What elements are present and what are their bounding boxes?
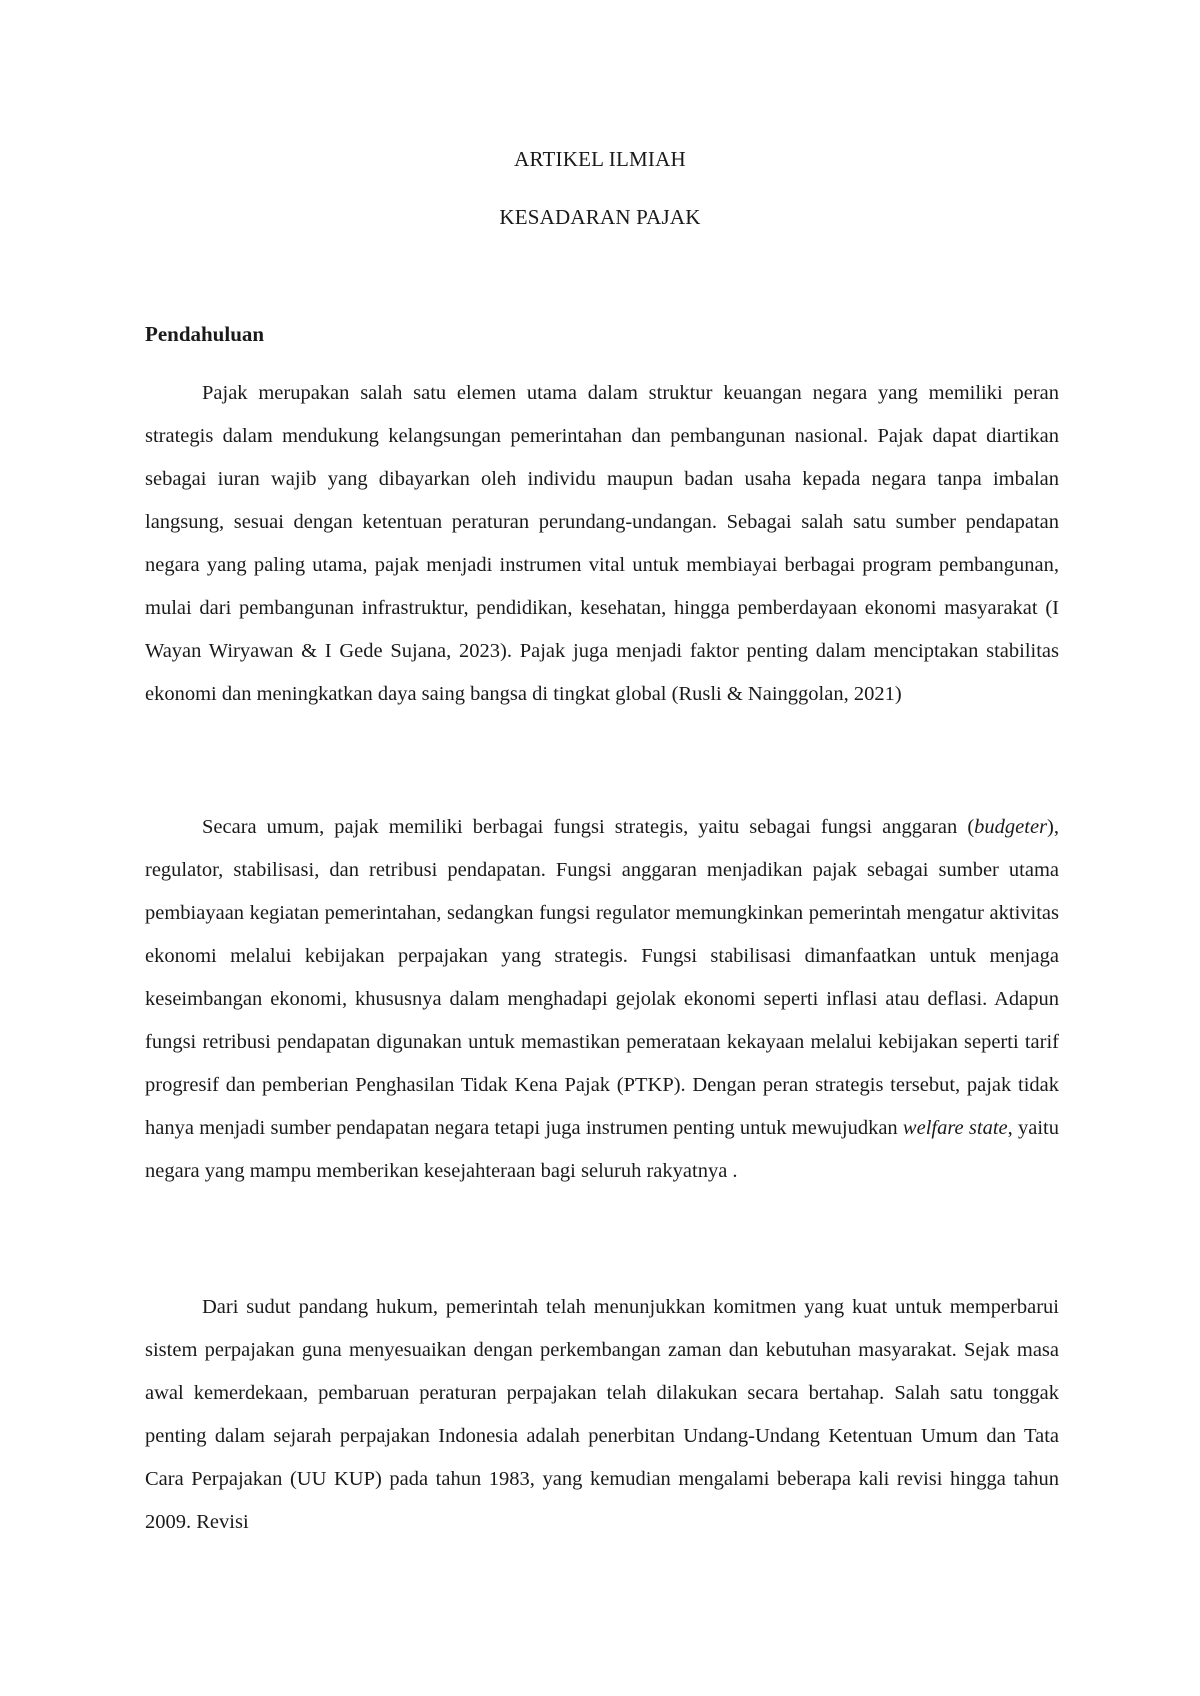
paragraph-1: Pajak merupakan salah satu elemen utama dalam struktur keuangan negara yang memiliki peran strategis dalam mendukung kelangsungan pemerintahan dan pembangunan nasional. Pajak dapat diartikan sebagai iuran wajib yang dibayarkan oleh individu maupun badan usaha kepada negara tanpa imbalan langsung, sesuai dengan ketentuan peraturan perundang-undangan. Sebagai salah satu sumber pendapatan negara yang paling utama, pajak menjadi instrumen vital untuk membiayai berbagai program pembangunan, mulai dari pembangunan infrastruktur, pendidikan, kesehatan, hingga pemberdayaan ekonomi masyarakat (I Wayan Wiryawan & I Gede Sujana, 2023). Pajak juga menjadi faktor penting dalam menciptakan stabilitas ekonomi dan meningkatkan daya saing bangsa di tingkat global (Rusli & Nainggolan, 2021) — [145, 382, 1059, 705]
paragraph-2-italic-budgeter: budgeter — [974, 816, 1048, 838]
paragraph-2-text-a: Secara umum, pajak memiliki berbagai fungsi strategis, yaitu sebagai fungsi anggaran ( — [202, 816, 975, 838]
document-title: ARTIKEL ILMIAH — [514, 147, 686, 171]
paragraph-2-italic-welfare-state: welfare state — [902, 1117, 1008, 1139]
paragraph-2 — [145, 806, 1059, 1193]
paragraph-2-block — [145, 806, 1059, 1205]
paragraph-3-block — [145, 1286, 1059, 1556]
paragraph-3: Dari sudut pandang hukum, pemerintah telah menunjukkan komitmen yang kuat untuk memperbarui sistem perpajakan guna menyesuaikan dengan perkembangan zaman dan kebutuhan masyarakat. Sejak masa awal kemerdekaan, pembaruan peraturan perpajakan telah dilakukan secara bertahap. Salah satu tonggak penting dalam sejarah perpajakan Indonesia adalah penerbitan Undang-Undang Ketentuan Umum dan Tata Cara Perpajakan (UU KUP) pada tahun 1983, yang kemudian mengalami beberapa kali revisi hingga tahun 2009. Revisi — [145, 1296, 1059, 1533]
document-subtitle: KESADARAN PAJAK — [499, 205, 701, 229]
paragraph-2-text-b: ), regulator, stabilisasi, dan retribusi pendapatan. Fungsi anggaran menjadikan pajak sebagai sumber utama pembiayaan kegiatan pemerintahan, sedangkan fungsi regulator memungkinkan pemerintah mengatur aktivitas ekonomi melalui kebijakan perpajakan yang strategis. Fungsi stabilisasi dimanfaatkan untuk menjaga keseimbangan ekonomi, khususnya dalam menghadapi gejolak ekonomi seperti inflasi atau deflasi. Adapun fungsi retribusi pendapatan digunakan untuk memastikan pemerataan kekayaan melalui kebijakan seperti tarif progresif dan pemberian Penghasilan Tidak Kena Pajak (PTKP). Dengan peran strategis tersebut, pajak tidak hanya menjadi sumber pendapatan negara tetapi juga instrumen penting untuk mewujudkan — [145, 816, 1059, 1139]
section-heading: Pendahuluan — [145, 322, 265, 346]
paragraph-1-block — [145, 372, 1059, 728]
paragraph-2-text-c: , yaitu negara yang mampu memberikan kesejahteraan bagi seluruh rakyatnya . — [145, 1117, 1059, 1182]
